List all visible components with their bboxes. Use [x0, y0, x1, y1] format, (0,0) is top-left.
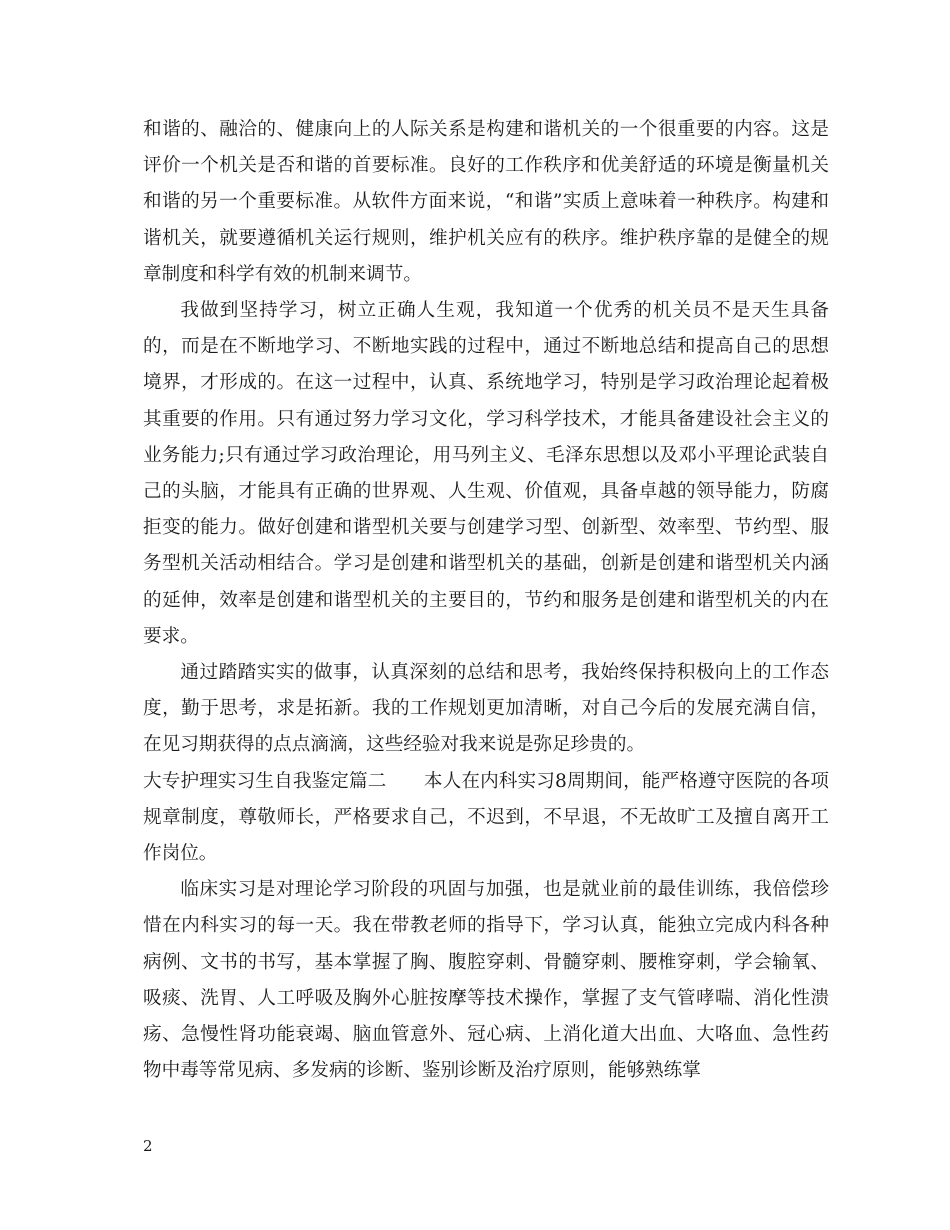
- paragraph-clinical-practice: 临床实习是对理论学习阶段的巩固与加强，也是就业前的最佳训练，我倍偿珍惜在内科实习的每一天。我在带教老师的指导下，学习认真，能独立完成内科各种病例、文书的书写，基本掌握了胸、腹腔穿刺、骨髓穿刺、腰椎穿刺，学会输氧、吸痰、洗胃、人工呼吸及胸外心脏按摩等技术操作，掌握了支气管哮喘、消化性溃疡、急慢性肾功能衰竭、脑血管意外、冠心病、上消化道大出血、大咯血、急性药物中毒等常见病、多发病的诊断、鉴别诊断及治疗原则，能够熟练掌: [143, 879, 829, 1082]
- paragraph-work-attitude: 通过踏踏实实的做事，认真深刻的总结和思考，我始终保持积极向上的工作态度，勤于思考，求是拓新。我的工作规划更加清晰，对自己今后的发展充满自信，在见习期获得的点点滴滴，这些经验对我来说是弥足珍贵的。: [143, 662, 829, 756]
- paragraph-nursing-intern-heading: 大专护理实习生自我鉴定篇二 本人在内科实习8周期间，能严格遵守医院的各项规章制度，尊敬师长，严格要求自己，不迟到，不早退，不无故旷工及擅自离开工作岗位。: [143, 770, 829, 865]
- paragraph-harmony-relations: 和谐的、融洽的、健康向上的人际关系是构建和谐机关的一个很重要的内容。这是评价一个机关是否和谐的首要标准。良好的工作秩序和优美舒适的环境是衡量机关和谐的另一个重要标准。从软件方面来说，“和谐”实质上意味着一种秩序。构建和谐机关，就要遵循机关运行规则，维护机关应有的秩序。维护秩序靠的是健全的规章制度和科学有效的机制来调节。: [143, 119, 829, 285]
- document-body: [143, 112, 829, 1089]
- page-number: 2: [143, 1137, 153, 1155]
- paragraph-study: 我做到坚持学习，树立正确人生观，我知道一个优秀的机关员不是天生具备的，而是在不断地学习、不断地实践的过程中，通过不断地总结和提高自己的思想境界，才形成的。在这一过程中，认真、系统地学习，特别是学习政治理论起着极其重要的作用。只有通过努力学习文化，学习科学技术，才能具备建设社会主义的业务能力;只有通过学习政治理论，用马列主义、毛泽东思想以及邓小平理论武装自己的头脑，才能具有正确的世界观、人生观、价值观，具备卓越的领导能力，防腐拒变的能力。做好创建和谐型机关要与创建学习型、创新型、效率型、节约型、服务型机关活动相结合。学习是创建和谐型机关的基础，创新是创建和谐型机关内涵的延伸，效率是创建和谐型机关的主要目的，节约和服务是创建和谐型机关的内在要求。: [143, 300, 829, 647]
